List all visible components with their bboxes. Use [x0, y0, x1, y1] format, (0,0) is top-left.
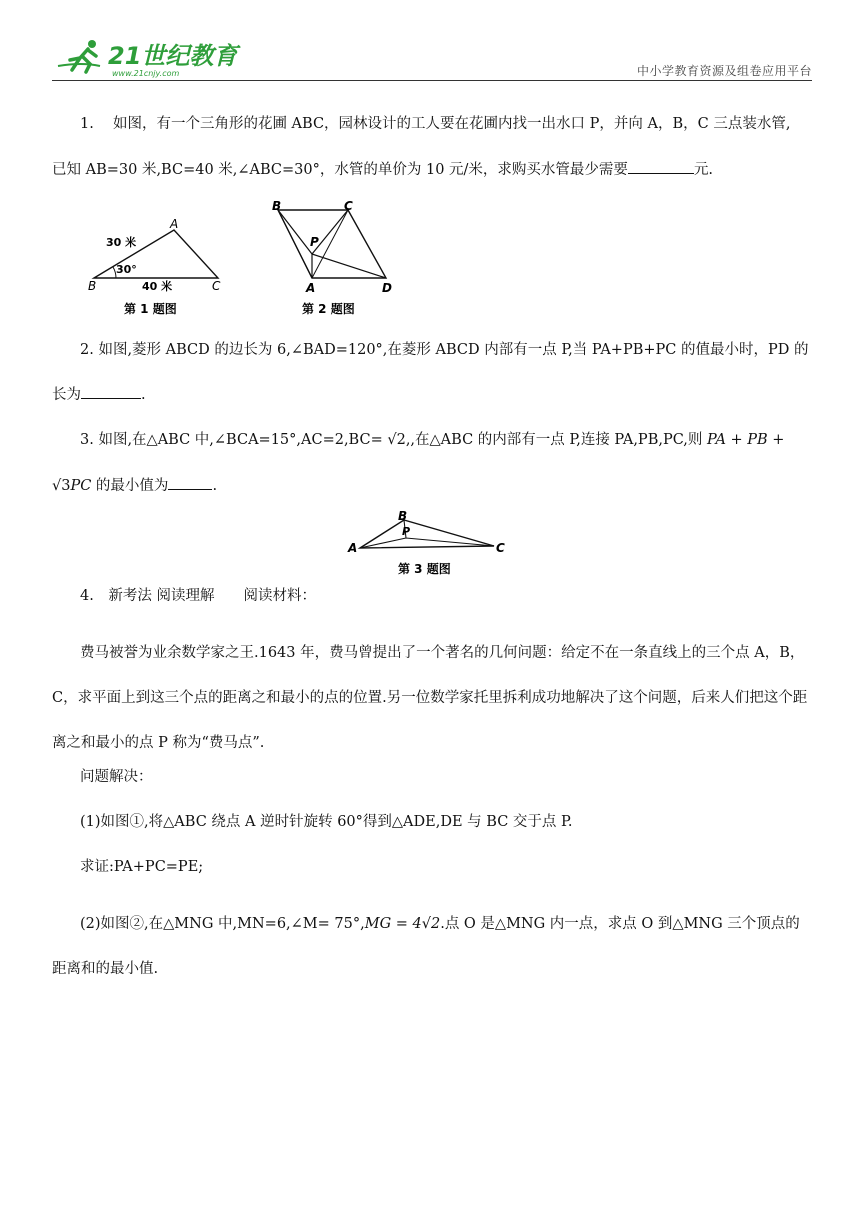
- q3-answer-blank: [168, 475, 212, 490]
- q4-problem-label: 问题解决：: [80, 769, 153, 785]
- fig1-label-a: A: [170, 217, 179, 231]
- q3-line-2: [52, 475, 812, 496]
- q4-part-2-text-b: .点 O 是△MNG 内一点，求点 O 到△MNG 三个顶点的距离和的最小值.: [52, 916, 800, 977]
- fig2-label-b: B: [272, 199, 282, 213]
- q3-sqrt3: √3: [52, 478, 71, 494]
- fig1-label-ab: 30 米: [106, 236, 137, 249]
- q2-text-end: .: [141, 387, 146, 403]
- q2-answer-blank: [81, 384, 141, 399]
- q4-paragraph: 费马被誉为业余数学家之王.1643 年，费马曾提出了一个著名的几何问题：给定不在一条直线上的三个点 A，B，C，求平面上到这三个点的距离之和最小的点的位置.另一位数学家托里拆利成功地解决了这个问题，后来人们把这个距离之和最小的点 P 称为“费马点”.: [52, 645, 808, 751]
- q3-text-c: 的最小值为: [91, 478, 169, 494]
- q1-answer-blank: [628, 159, 694, 174]
- q4-part-2-expr: MG = 4√2: [364, 916, 441, 932]
- q4-part-2-text-a: (2)如图②,在△MNG 中,MN=6,∠M= 75°,: [80, 916, 365, 932]
- site-logo: [52, 36, 252, 80]
- q3-expr: PA + PB +: [707, 432, 785, 448]
- page-header: [52, 36, 812, 80]
- fig3-segments: [360, 520, 494, 548]
- q4-part-2: [52, 902, 812, 992]
- q3-text-a: 3. 如图,在△ABC 中,∠BCA=15°,AC=2,BC=: [80, 432, 383, 448]
- fig3-caption: 第 3 题图: [398, 562, 451, 576]
- fig2-segments: [278, 210, 386, 278]
- figure-2: [272, 199, 392, 316]
- fig1-label-c: C: [212, 279, 221, 293]
- logo-text: 21世纪教育: [108, 42, 238, 70]
- q3-text-b: ,,在△ABC 的内部有一点 P,连接 PA,PB,PC,则: [405, 432, 708, 448]
- fig3-label-c: C: [496, 541, 505, 555]
- figure-1: [86, 210, 232, 320]
- fig1-label-angle: 30°: [116, 263, 137, 276]
- q1-text-end: 元.: [693, 162, 714, 178]
- fig1-caption: 第 1 题图: [124, 302, 177, 316]
- q2-text: 长为: [52, 387, 81, 403]
- figure-3: [347, 509, 505, 576]
- logo-url: www.21cnjy.com: [112, 69, 180, 78]
- q4-part-1: (1)如图①,将△ABC 绕点 A 逆时针旋转 60°得到△ADE,DE 与 BC 交于点 P.: [80, 814, 573, 830]
- fig3-label-p: P: [402, 525, 411, 538]
- fig1-label-bc: 40 米: [142, 280, 173, 293]
- q4-proof: 求证:PA+PC=PE;: [80, 859, 204, 875]
- fig2-caption: 第 2 题图: [302, 302, 355, 316]
- fig2-rhombus: [278, 210, 386, 278]
- header-tagline: 中小学教育资源及组卷应用平台: [636, 64, 812, 78]
- q3-expr-pc: PC: [70, 478, 92, 494]
- q1-text: 已知 AB=30 米,BC=40 米,∠ABC=30°，水管的单价为 10 元/米，求购买水管最少需要: [52, 162, 628, 178]
- q3-sqrt2: √2: [387, 432, 406, 448]
- q2-line-2: [52, 384, 812, 405]
- fig2-label-d: D: [382, 281, 392, 295]
- fig3-label-b: B: [398, 509, 408, 523]
- fig2-label-c: C: [344, 199, 353, 213]
- fig2-label-p: P: [310, 235, 319, 249]
- q2-line-1: 2. 如图,菱形 ABCD 的边长为 6,∠BAD=120°,在菱形 ABCD 内部有一点 P,当 PA+PB+PC 的值最小时，PD 的: [80, 342, 809, 358]
- q4-title: 4. 新考法 阅读理解 阅读材料：: [80, 588, 316, 604]
- q3-line-1: [52, 430, 812, 450]
- header-rule: [52, 80, 812, 81]
- fig2-label-a: A: [306, 281, 316, 295]
- runner-icon: [58, 40, 100, 72]
- q1-line-1: 1. 如图，有一个三角形的花圃 ABC，园林设计的工人要在花圃内找一出水口 P，并向 A，B，C 三点装水管,: [80, 116, 791, 132]
- q1-line-2: [52, 159, 812, 180]
- fig1-label-b: B: [88, 279, 97, 293]
- fig3-label-a: A: [348, 541, 358, 555]
- q3-text-end: .: [212, 478, 218, 494]
